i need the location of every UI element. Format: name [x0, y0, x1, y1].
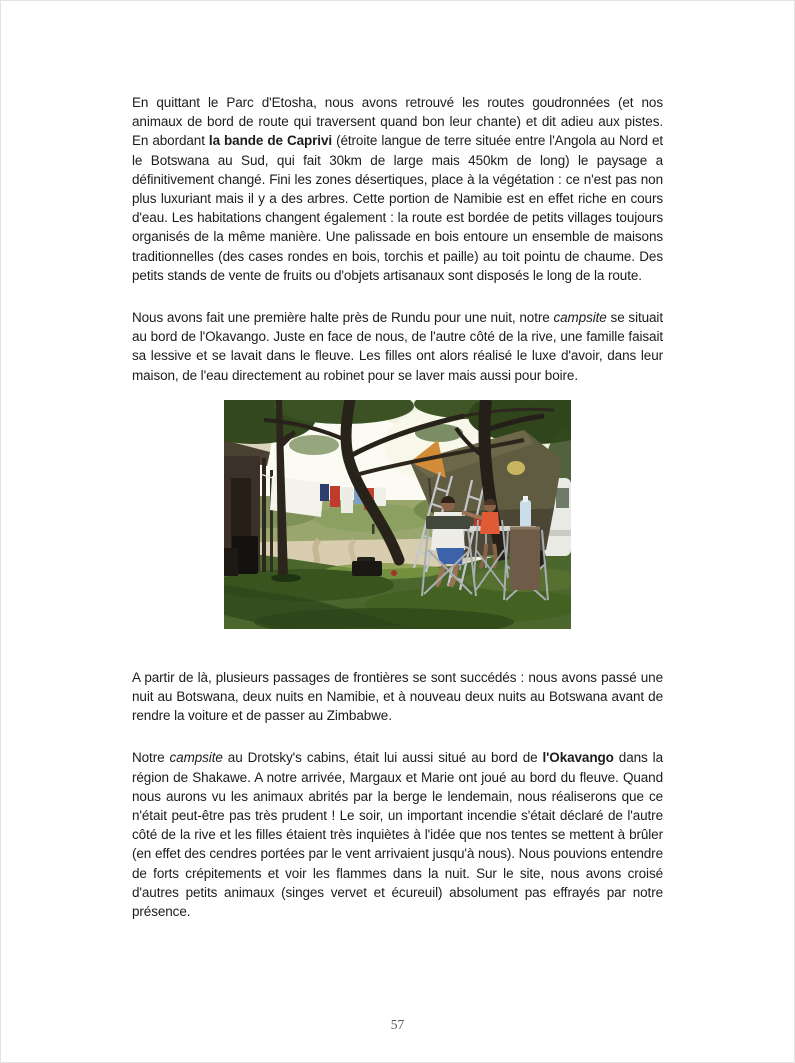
campsite-photo-illustration: [224, 400, 571, 629]
paragraph-border-crossings: A partir de là, plusieurs passages de frontières se sont succédés : nous avons passé une nuit au Botswana, deux nuits en Namibie, et à nouveau deux nuits au Botswana avant de rendre la voiture et de passer au Zimbabwe.: [132, 669, 663, 724]
paragraph-drotsky-campsite: Notre campsite au Drotsky's cabins, était lui aussi situé au bord de l'Okavango dans la région de Shakawe. A notre arrivée, Margaux et Marie ont joué au bord du fleuve. Quand nous aurons vu les animaux abrités par la berge le lendemain, nous réaliserons que ce n'était peut-être pas très prudent ! Le soir, un important incendie s'était déclaré de l'autre côté de la rive et les filles étaient très inquiètes à l'idée que nos tentes se mettent à brûler (en effet des cendres portées par le vent arrivaient jusqu'à nous). Nous pouvions entendre de forts crépitements et voir les flammes dans la nuit. Sur le site, nous avons croisé d'autres petits animaux (singes vervet et écureuil) absolument pas effrayés par notre présence.: [132, 750, 663, 920]
photo-block: [132, 400, 663, 634]
text-column: [132, 0, 663, 944]
paragraph-etosha-caprivi: En quittant le Parc d'Etosha, nous avons retrouvé les routes goudronnées (et nos animaux de bord de route qui traversent quand bon leur chante) et dit adieu aux pistes. En abordant la bande de Caprivi (étroite langue de terre située entre l'Angola au Nord et le Botswana au Sud, qui fait 30km de large mais 450km de long) le paysage a définitivement changé. Fini les zones désertiques, place à la végétation : ce n'est pas non plus luxuriant mais il y a des arbres. Cette portion de Namibie est en effet riche en cours d'eau. Les habitations changent également : la route est bordée de petits villages toujours organisés de la même manière. Une palissade en bois entoure un ensemble de maisons traditionnelles (des cases rondes en bois, torchis et paille) au toit pointu de chaume. Des petits stands de vente de fruits ou d'objets artisanaux sont disposés le long de la route.: [132, 95, 664, 283]
campsite-photo: [224, 400, 571, 629]
page-number: 57: [390, 1017, 405, 1032]
paragraph-rundu-campsite: Nous avons fait une première halte près de Rundu pour une nuit, notre campsite se situait au bord de l'Okavango. Juste en face de nous, de l'autre côté de la rive, une famille faisait sa lessive et se lavait dans le fleuve. Les filles ont alors réalisé le luxe d'avoir, dans leur maison, de l'eau directement au robinet pour se laver mais aussi pour boire.: [132, 310, 663, 383]
